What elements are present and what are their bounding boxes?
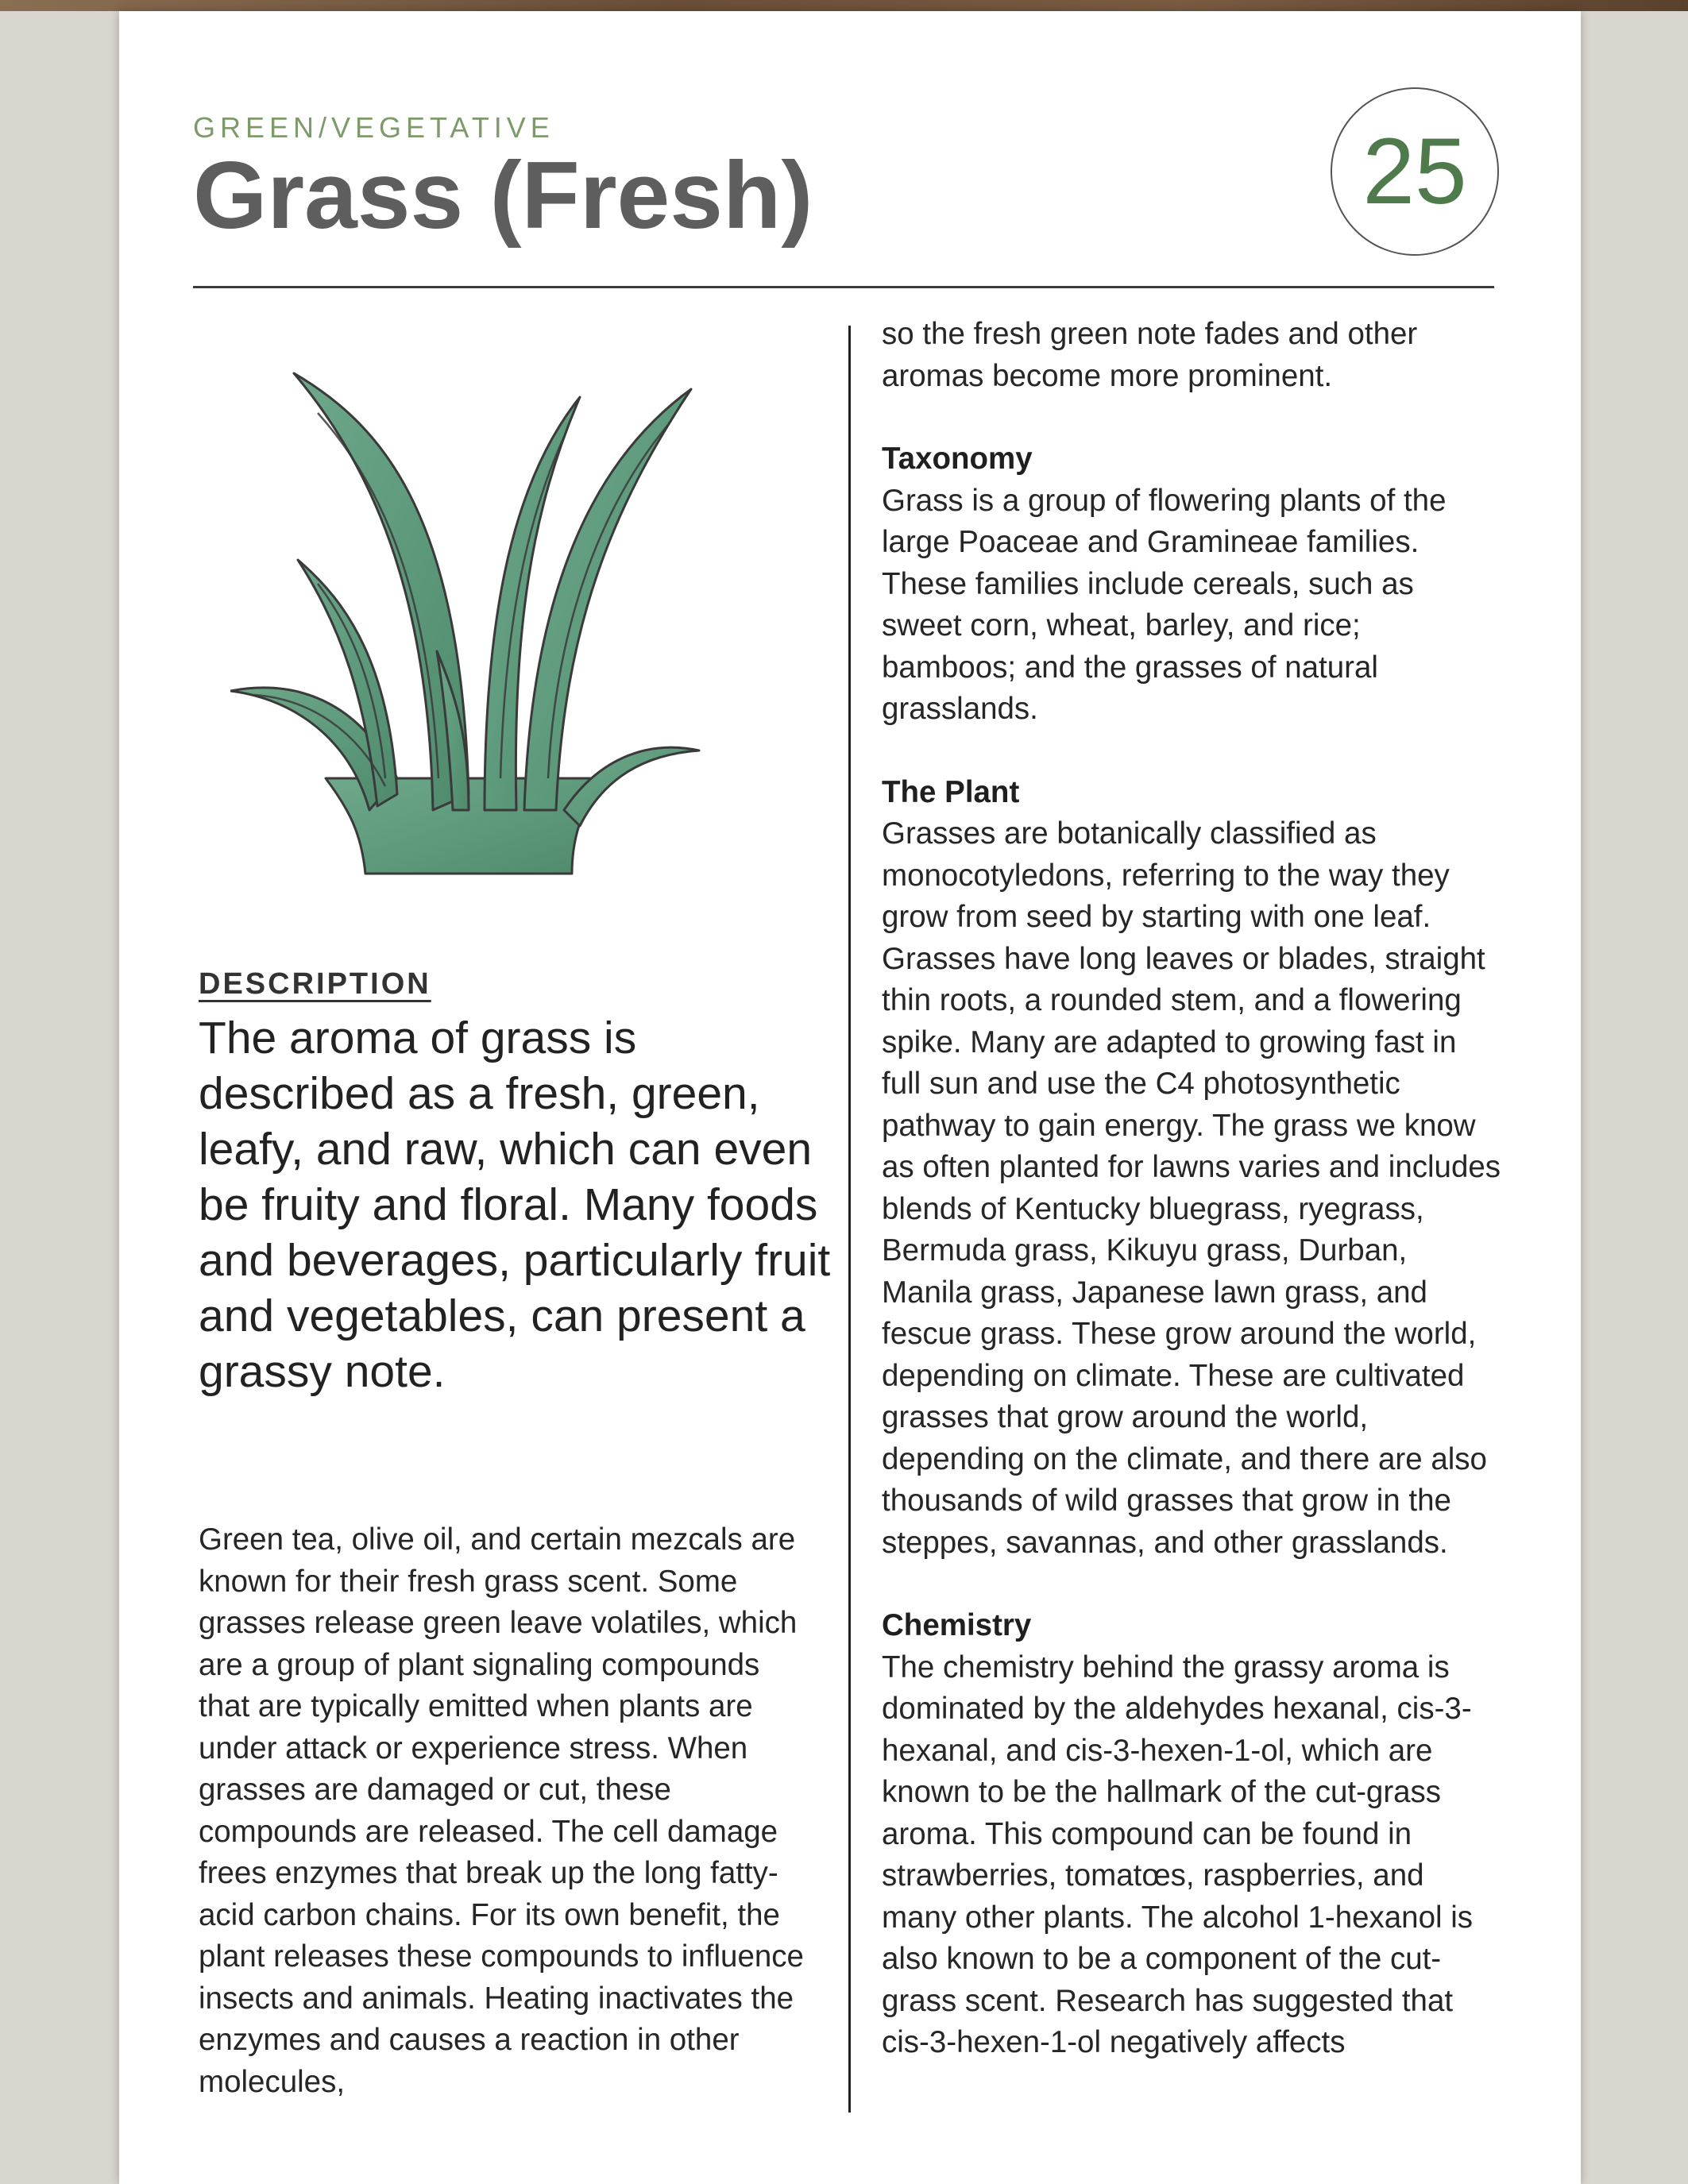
entry-number-badge xyxy=(1331,87,1499,256)
section-heading-chemistry: Chemistry xyxy=(882,1608,1032,1642)
right-column xyxy=(882,314,1501,2064)
header-rule xyxy=(193,286,1494,288)
column-divider xyxy=(848,326,851,2113)
category-label: GREEN/VEGETATIVE xyxy=(193,111,554,144)
entry-number: 25 xyxy=(1362,119,1467,224)
photo-edge xyxy=(0,0,1688,11)
section-text-plant: Grasses are botanically classified as monocotyledons, referring to the way they grow from seed by starting with one leaf. Grasses have long leaves or blades, straight thin roots, a rounded stem, and a flowering spike. Many are adapted to growing fast in full sun and use the C4 photosynthetic pathway to gain energy. The grass we know as often planted for lawns varies and includes blends of Kentucky bluegrass, ryegrass, Bermuda grass, Kikuyu grass, Durban, Manila grass, Japanese lawn grass, and fescue grass. These grow around the world, depending on climate. These are cultivated grasses that grow around the world, depending on the climate, and there are also thousands of wild grasses that grow in the steppes, savannas, and other grasslands. xyxy=(882,816,1501,1560)
section-text-chemistry: The chemistry behind the grassy aroma is dominated by the aldehydes hexanal, cis-3-hexanal, and cis-3-hexen-1-ol, which are known to be the hallmark of the cut-grass aroma. This compound can be found in strawberries, tomatœs, raspberries, and many other plants. The alcohol 1-hexanol is also known to be a component of the cut-grass scent. Research has suggested that cis-3-hexen-1-ol negatively affects xyxy=(882,1650,1474,2059)
description-label: DESCRIPTION xyxy=(199,967,431,1001)
page-title: Grass (Fresh) xyxy=(193,142,813,249)
section-text-taxonomy: Grass is a group of flowering plants of the large Poaceae and Gramineae families. These families include cereals, such as sweet corn, wheat, barley, and rice; bamboos; and the grasses of natural grasslands. xyxy=(882,483,1447,726)
continuation-text: so the fresh green note fades and other aromas become more prominent. xyxy=(882,317,1418,393)
description-body: Green tea, olive oil, and certain mezcals are known for their fresh grass scent. Some grasses release green leave volatiles, which are a group of plant signaling compounds that are typically emitted when plants are under attack or experience stress. When grasses are damaged or cut, these compounds are released. The cell damage frees enzymes that break up the long fatty-acid carbon chains. For its own benefit, the plant releases these compounds to influence insects and animals. Heating inactivates the enzymes and causes a reaction in other molecules, xyxy=(199,1522,804,2099)
section-heading-plant: The Plant xyxy=(882,774,1020,809)
section-heading-taxonomy: Taxonomy xyxy=(882,442,1033,476)
description-lead: The aroma of grass is described as a fresh, green, leafy, and raw, which can even be fruity and floral. Many foods and beverages, particularly fruit and vegetables, can present a grassy note. xyxy=(199,1013,831,1397)
grass-icon xyxy=(230,365,707,889)
